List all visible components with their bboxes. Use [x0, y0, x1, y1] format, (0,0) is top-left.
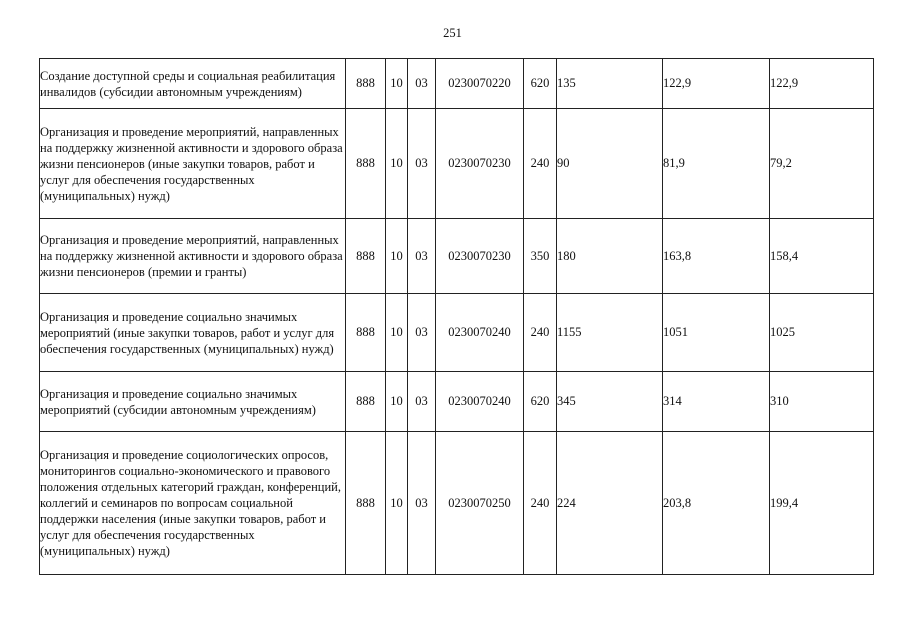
- subsection-code-cell: 03: [408, 219, 436, 294]
- row-name-cell: Создание доступной среды и социальная реабилитация инвалидов (субсидии автономным учреждениям): [40, 59, 346, 109]
- amount-1-cell: 224: [557, 432, 663, 575]
- table-row: [40, 372, 874, 432]
- amount-3-cell: 122,9: [770, 59, 874, 109]
- amount-1-cell: 135: [557, 59, 663, 109]
- table-row: [40, 59, 874, 109]
- ministry-code-cell: 888: [346, 109, 386, 219]
- ministry-code-cell: 888: [346, 372, 386, 432]
- amount-1-cell: 180: [557, 219, 663, 294]
- budget-table: [39, 58, 874, 575]
- table-row: [40, 294, 874, 372]
- target-article-cell: 0230070230: [436, 219, 524, 294]
- target-article-cell: 0230070220: [436, 59, 524, 109]
- amount-1-cell: 345: [557, 372, 663, 432]
- amount-3-cell: 199,4: [770, 432, 874, 575]
- ministry-code-cell: 888: [346, 219, 386, 294]
- row-name-cell: Организация и проведение социологических опросов, мониторингов социально-экономического и правового положения отдельных категорий граждан, конференций, коллегий и семинаров по вопросам социальной поддержки населения (иные закупки товаров, работ и услуг для обеспечения государственных (муниципальных) нужд): [40, 432, 346, 575]
- page-number: 251: [443, 26, 462, 40]
- amount-1-cell: 90: [557, 109, 663, 219]
- expense-type-cell: 620: [524, 59, 557, 109]
- target-article-cell: 0230070250: [436, 432, 524, 575]
- ministry-code-cell: 888: [346, 59, 386, 109]
- subsection-code-cell: 03: [408, 109, 436, 219]
- ministry-code-cell: 888: [346, 294, 386, 372]
- expense-type-cell: 240: [524, 432, 557, 575]
- amount-3-cell: 1025: [770, 294, 874, 372]
- amount-2-cell: 163,8: [663, 219, 770, 294]
- amount-3-cell: 310: [770, 372, 874, 432]
- subsection-code-cell: 03: [408, 432, 436, 575]
- table-row: [40, 432, 874, 575]
- expense-type-cell: 620: [524, 372, 557, 432]
- ministry-code-cell: 888: [346, 432, 386, 575]
- expense-type-cell: 240: [524, 294, 557, 372]
- amount-1-cell: 1155: [557, 294, 663, 372]
- amount-2-cell: 81,9: [663, 109, 770, 219]
- subsection-code-cell: 03: [408, 372, 436, 432]
- section-code-cell: 10: [386, 294, 408, 372]
- subsection-code-cell: 03: [408, 59, 436, 109]
- section-code-cell: 10: [386, 372, 408, 432]
- row-name-cell: Организация и проведение социально значимых мероприятий (иные закупки товаров, работ и услуг для обеспечения государственных (муниципальных) нужд): [40, 294, 346, 372]
- amount-3-cell: 79,2: [770, 109, 874, 219]
- expense-type-cell: 350: [524, 219, 557, 294]
- section-code-cell: 10: [386, 59, 408, 109]
- amount-2-cell: 122,9: [663, 59, 770, 109]
- section-code-cell: 10: [386, 432, 408, 575]
- row-name-cell: Организация и проведение мероприятий, направленных на поддержку жизненной активности и здорового образа жизни пенсионеров (иные закупки товаров, работ и услуг для обеспечения государственных (муниципальных) нужд): [40, 109, 346, 219]
- section-code-cell: 10: [386, 219, 408, 294]
- table-row: [40, 109, 874, 219]
- target-article-cell: 0230070240: [436, 372, 524, 432]
- section-code-cell: 10: [386, 109, 408, 219]
- expense-type-cell: 240: [524, 109, 557, 219]
- amount-2-cell: 1051: [663, 294, 770, 372]
- subsection-code-cell: 03: [408, 294, 436, 372]
- target-article-cell: 0230070240: [436, 294, 524, 372]
- row-name-cell: Организация и проведение социально значимых мероприятий (субсидии автономным учреждениям): [40, 372, 346, 432]
- amount-2-cell: 314: [663, 372, 770, 432]
- row-name-cell: Организация и проведение мероприятий, направленных на поддержку жизненной активности и здорового образа жизни пенсионеров (премии и гранты): [40, 219, 346, 294]
- amount-2-cell: 203,8: [663, 432, 770, 575]
- table-row: [40, 219, 874, 294]
- target-article-cell: 0230070230: [436, 109, 524, 219]
- amount-3-cell: 158,4: [770, 219, 874, 294]
